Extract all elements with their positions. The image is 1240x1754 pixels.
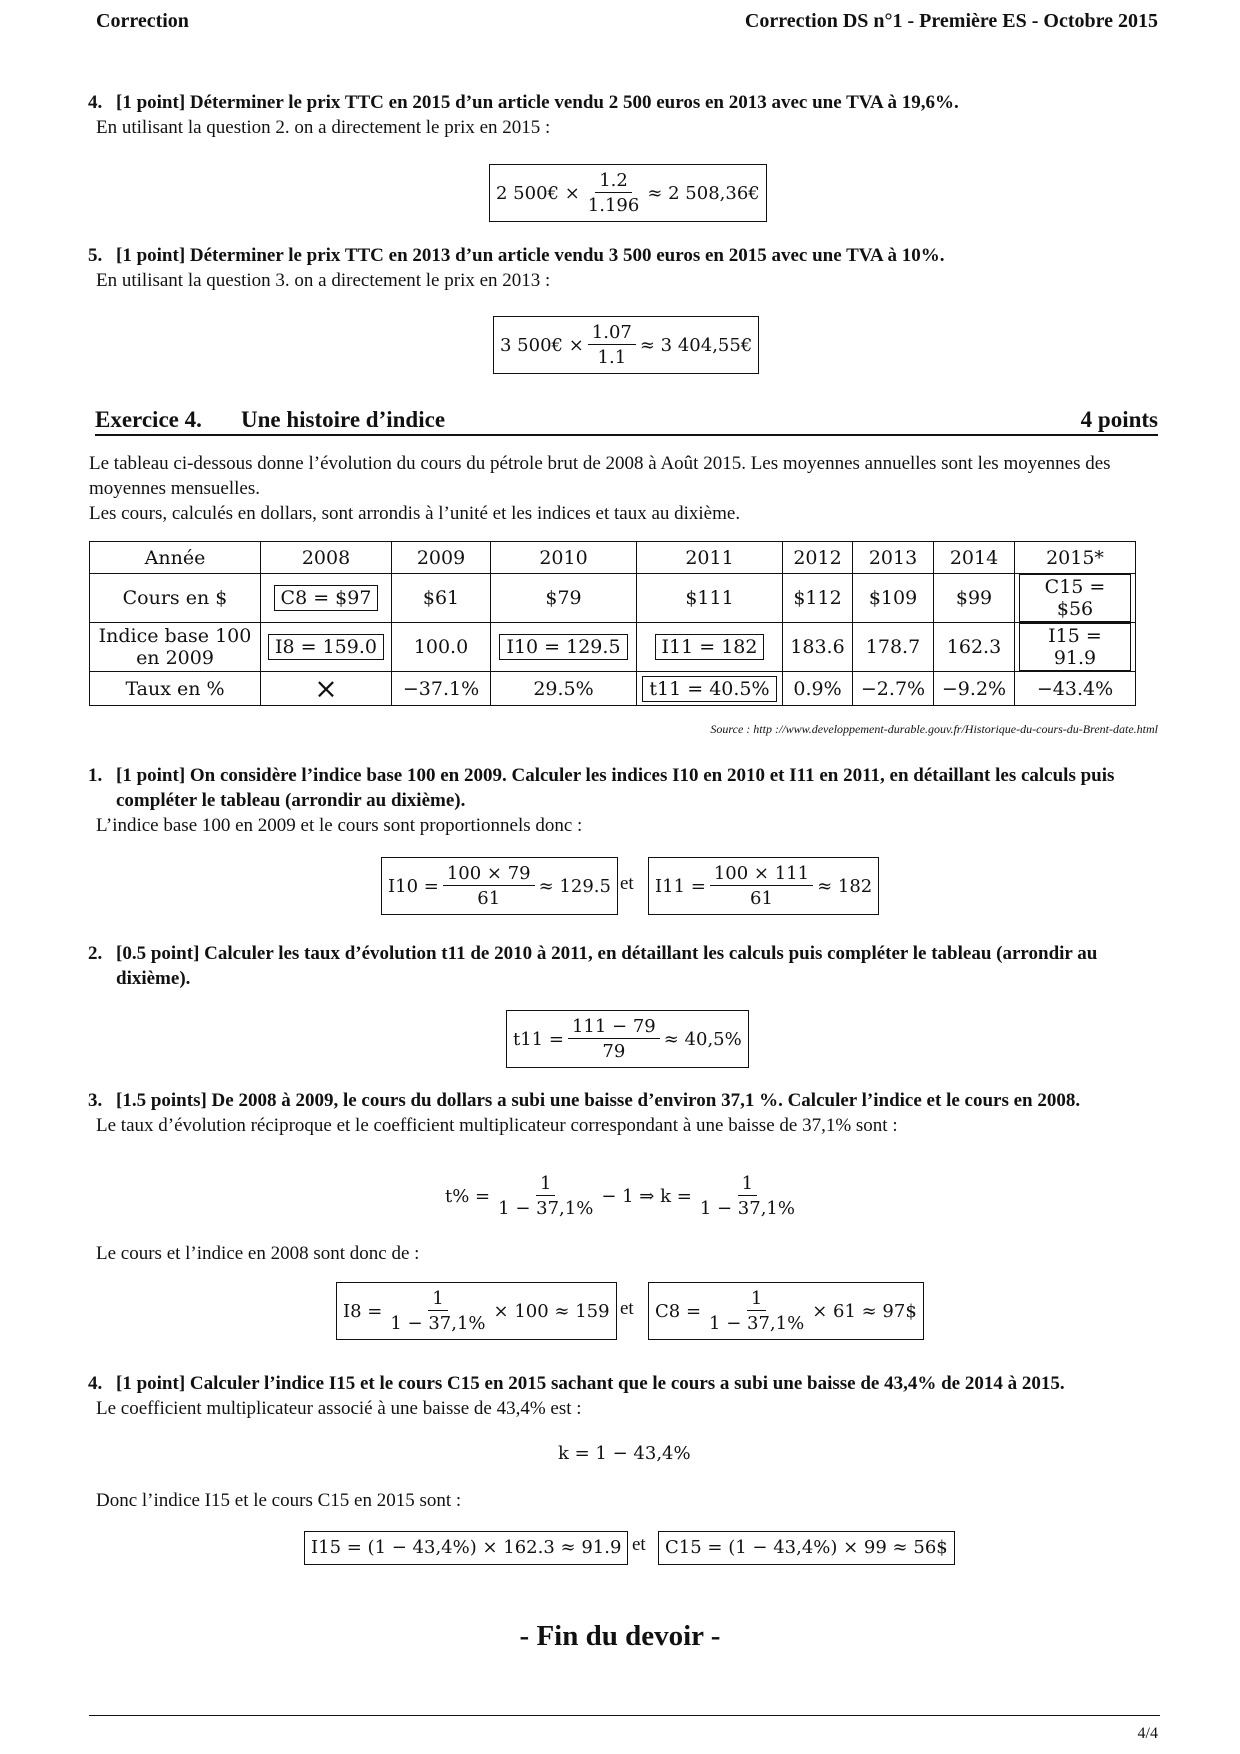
table-row-label: Cours en $: [90, 574, 261, 623]
exercise-points: 4 points: [1080, 407, 1158, 432]
table-cell: −37.1%: [392, 672, 491, 706]
footer-divider: [89, 1715, 1160, 1716]
formula-box-i15: I15 = (1 − 43,4%) × 162.3 ≈ 91.9: [304, 1531, 628, 1565]
formula-box-i11: [648, 857, 879, 915]
fraction-denominator: 61: [750, 888, 773, 909]
data-table: [89, 541, 1136, 706]
header-right: Correction DS n°1 - Première ES - Octobre 2015: [744, 10, 1158, 32]
question-1: [86, 763, 1161, 838]
question-text: Le taux d’évolution réciproque et le coefficient multiplicateur correspondant à une baisse de 37,1% sont :: [96, 1115, 898, 1136]
table-cell-boxed: t11 = 40.5%: [642, 676, 776, 702]
table-cell: 162.3: [934, 623, 1015, 672]
fraction-denominator: 1.1: [597, 347, 627, 368]
fraction-denominator: 1.196: [587, 195, 640, 216]
table-cell: $99: [934, 574, 1015, 623]
question-text: Le cours et l’indice en 2008 sont donc de :: [96, 1243, 420, 1264]
intro-paragraph-1: Le tableau ci-dessous donne l’évolution du cours du pétrole brut de 2008 à Août 2015. Les moyennes annuelles sont les moyennes des moyennes mensuelles.: [89, 453, 1111, 499]
fraction-numerator: 1: [738, 1173, 757, 1196]
table-row-label: Indice base 100 en 2009: [90, 623, 261, 672]
formula-rhs: × 61 ≈ 97$: [812, 1300, 917, 1322]
table-cell: $109: [853, 574, 934, 623]
fraction-numerator: 1.2: [595, 170, 632, 193]
table-header-cell: 2012: [783, 542, 853, 574]
formula-rhs: ≈ 129.5: [538, 875, 611, 897]
conjunction: et: [620, 1298, 634, 1319]
prev-question-4: [86, 90, 1161, 140]
table-row-indice: [90, 623, 1136, 672]
question-title: [1 point] Déterminer le prix TTC en 2013 d’un article vendu 3 500 euros en 2015 avec une TVA à 10%.: [116, 245, 945, 266]
table-cell: $61: [392, 574, 491, 623]
fraction-denominator: 79: [602, 1041, 626, 1062]
fraction-numerator: 1: [428, 1288, 447, 1311]
fraction-denominator: 61: [477, 888, 501, 909]
exercise-divider: [95, 434, 1158, 436]
table-header-cell: 2015*: [1015, 542, 1136, 574]
table-row-label: Taux en %: [90, 672, 261, 706]
fraction-numerator: 100 × 111: [710, 863, 813, 886]
table-cell: 100.0: [392, 623, 491, 672]
formula-lhs: I10 =: [388, 875, 439, 897]
question-text: L’indice base 100 en 2009 et le cours sont proportionnels donc :: [96, 815, 583, 836]
fraction-denominator: 1 − 37,1%: [709, 1313, 805, 1334]
question-title: [1.5 points] De 2008 à 2009, le cours du dollars a subi une baisse d’environ 37,1 %. Calculer l’indice et le cours en 2008.: [116, 1090, 1081, 1111]
cross-mark: ×: [261, 672, 392, 706]
page-number: 4/4: [1137, 1725, 1158, 1742]
question-number: 3.: [88, 1090, 103, 1111]
formula-lhs: t11 =: [513, 1028, 564, 1050]
table-header-cell: Année: [90, 542, 261, 574]
table-source: Source : http ://www.developpement-durable.gouv.fr/Historique-du-cours-du-Brent-date.html: [710, 722, 1158, 736]
question-title: [0.5 point] Calculer les taux d’évolution t11 de 2010 à 2011, en détaillant les calculs puis compléter le tableau (arrondir au dixième).: [116, 943, 1098, 989]
formula-lhs: 2 500€ ×: [496, 182, 580, 204]
table-header-cell: 2013: [853, 542, 934, 574]
table-cell: 178.7: [853, 623, 934, 672]
question-title: [1 point] Déterminer le prix TTC en 2015 d’un article vendu 2 500 euros en 2013 avec une TVA à 19,6%.: [116, 92, 959, 113]
table-cell-boxed: I10 = 129.5: [499, 634, 627, 660]
table-row-cours: [90, 574, 1136, 623]
formula-lhs: I8 =: [343, 1300, 383, 1322]
header-left: Correction: [96, 10, 189, 32]
fraction-numerator: 1: [747, 1288, 766, 1311]
question-text: Le coefficient multiplicateur associé à une baisse de 43,4% est :: [96, 1398, 582, 1419]
formula-box-t11: [506, 1010, 749, 1068]
table-row-taux: [90, 672, 1136, 706]
question-number: 4.: [88, 1373, 103, 1394]
question-3: [86, 1088, 1161, 1138]
question-text: Donc l’indice I15 et le cours C15 en 2015 sont :: [96, 1490, 462, 1511]
fraction-denominator: 1 − 37,1%: [498, 1198, 594, 1219]
formula-rhs: × 100 ≈ 159: [493, 1300, 610, 1322]
table-cell: $111: [637, 574, 783, 623]
question-number: 2.: [88, 943, 103, 964]
prev-question-5: [86, 243, 1161, 293]
exercise-label: Exercice 4.: [95, 407, 202, 432]
table-cell: 0.9%: [783, 672, 853, 706]
coefficient-formula: k = 1 − 43,4%: [558, 1443, 691, 1464]
question-number: 5.: [88, 245, 103, 266]
table-cell-boxed: I8 = 159.0: [268, 634, 384, 660]
table-cell-boxed: C15 = $56: [1019, 574, 1131, 622]
table-header-row: [90, 542, 1136, 574]
question-number: 1.: [88, 765, 103, 786]
formula-mid: − 1 ⇒ k =: [601, 1185, 692, 1207]
table-cell-boxed: C8 = $97: [274, 585, 379, 611]
formula-rhs: ≈ 182: [817, 875, 873, 897]
conjunction: et: [632, 1534, 646, 1555]
table-header-cell: 2014: [934, 542, 1015, 574]
formula-rhs: ≈ 40,5%: [663, 1028, 742, 1050]
fraction-denominator: 1 − 37,1%: [390, 1313, 486, 1334]
table-cell: −2.7%: [853, 672, 934, 706]
exercise-title: Une histoire d’indice: [241, 407, 446, 432]
formula-box-i8: [336, 1282, 617, 1340]
table-cell: 29.5%: [491, 672, 637, 706]
fraction-numerator: 100 × 79: [443, 863, 535, 886]
fraction-numerator: 1: [536, 1173, 555, 1196]
question-text: En utilisant la question 2. on a directement le prix en 2015 :: [96, 117, 551, 138]
formula-box: [493, 316, 759, 374]
formula-lhs: 3 500€ ×: [500, 334, 584, 356]
fraction-numerator: 111 − 79: [568, 1016, 660, 1039]
question-title: [1 point] Calculer l’indice I15 et le cours C15 en 2015 sachant que le cours a subi une baisse de 43,4% de 2014 à 2015.: [116, 1373, 1065, 1394]
table-header-cell: 2009: [392, 542, 491, 574]
formula-lhs: C8 =: [655, 1300, 702, 1322]
formula-box: [489, 164, 767, 222]
question-text: En utilisant la question 3. on a directement le prix en 2013 :: [96, 270, 551, 291]
formula-box-c15: C15 = (1 − 43,4%) × 99 ≈ 56$: [658, 1531, 955, 1565]
table-header-cell: 2010: [491, 542, 637, 574]
fraction-numerator: 1.07: [588, 322, 636, 345]
table-cell: $79: [491, 574, 637, 623]
question-number: 4.: [88, 92, 103, 113]
table-cell: −43.4%: [1015, 672, 1136, 706]
question-title: [1 point] On considère l’indice base 100 en 2009. Calculer les indices I10 en 2010 et I11 en 2011, en détaillant les calculs puis compléter le tableau (arrondir au dixième).: [116, 765, 1115, 811]
reciprocal-formula: [445, 1173, 803, 1219]
formula-lhs: t% =: [445, 1185, 491, 1207]
end-of-exam: - Fin du devoir -: [519, 1620, 721, 1652]
table-header-cell: 2008: [261, 542, 392, 574]
formula-lhs: I11 =: [655, 875, 706, 897]
table-cell: $112: [783, 574, 853, 623]
formula-box-i10: [381, 857, 618, 915]
fraction-denominator: 1 − 37,1%: [699, 1198, 795, 1219]
formula-rhs: ≈ 2 508,36€: [647, 182, 760, 204]
intro-paragraph-2: Les cours, calculés en dollars, sont arrondis à l’unité et les indices et taux au dixième.: [89, 503, 741, 524]
formula-rhs: ≈ 3 404,55€: [639, 334, 753, 356]
table-cell: 183.6: [783, 623, 853, 672]
question-4: [86, 1371, 1161, 1421]
exercise-intro: [89, 451, 1160, 526]
table-header-cell: 2011: [637, 542, 783, 574]
formula-box-c8: [648, 1282, 924, 1340]
table-cell-boxed: I11 = 182: [655, 634, 765, 660]
conjunction: et: [620, 873, 634, 894]
table-cell: −9.2%: [934, 672, 1015, 706]
table-cell-boxed: I15 = 91.9: [1019, 623, 1131, 671]
question-2: [86, 941, 1161, 991]
